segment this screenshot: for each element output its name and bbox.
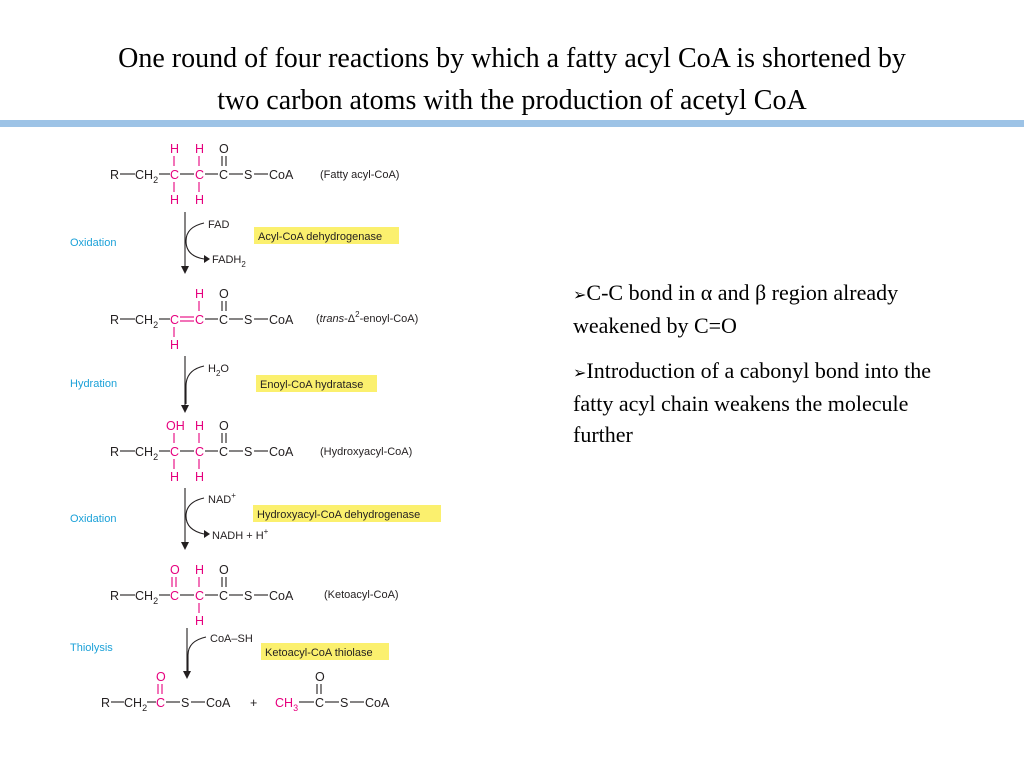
cofactor-out: FADH <box>212 254 242 266</box>
coa-label: CoA <box>269 589 294 603</box>
ch2-label: CH <box>135 313 154 327</box>
h-bottom-2: H <box>195 193 205 207</box>
note-item <box>573 355 973 450</box>
product1-c: C <box>156 696 166 710</box>
compound-name: (Hydroxyacyl-CoA) <box>320 446 413 458</box>
h-top-2: H <box>195 142 205 156</box>
h-top-2: H <box>195 287 205 301</box>
c-beta: C <box>195 313 205 327</box>
enzyme-name: Enoyl-CoA hydratase <box>260 379 364 391</box>
s-atom: S <box>244 589 253 603</box>
plus-sign: + <box>250 696 258 710</box>
c-carbonyl: C <box>219 313 229 327</box>
h-bottom-1: H <box>170 470 180 484</box>
svg-text:CH2 <box>135 313 158 330</box>
svg-text:FADH2 <box>212 254 246 269</box>
c-beta: C <box>195 445 205 459</box>
o-top-3: O <box>219 419 229 433</box>
product1-s: S <box>181 696 190 710</box>
svg-text:CH2 <box>135 168 158 185</box>
compound-ketoacyl-coa <box>110 563 399 628</box>
ch2-label: CH <box>135 445 154 459</box>
compound-name: (Ketoacyl-CoA) <box>324 589 399 601</box>
coa-label: CoA <box>269 313 294 327</box>
o-top-1: O <box>170 563 180 577</box>
svg-text:CH2 <box>135 589 158 606</box>
enzyme-name: Ketoacyl-CoA thiolase <box>265 647 373 659</box>
ch2-sub: 2 <box>153 175 159 185</box>
compound-enoyl-coa <box>110 287 418 352</box>
note-text: Introduction of a cabonyl bond into the fatty acyl chain weakens the molecule further <box>573 358 931 447</box>
o-top-3: O <box>219 142 229 156</box>
r-group: R <box>110 168 120 182</box>
arrowhead-bullet-icon: ➢ <box>573 285 587 304</box>
side-label: Hydration <box>70 378 118 390</box>
note-item <box>573 277 973 341</box>
product2-s: S <box>340 696 349 710</box>
c-alpha: C <box>170 313 180 327</box>
oh-top-1: OH <box>166 419 185 433</box>
h-top-2: H <box>195 419 205 433</box>
c-carbonyl: C <box>219 445 229 459</box>
r-group: R <box>110 445 120 459</box>
step-2-hydration <box>70 356 377 413</box>
c-beta: C <box>195 589 205 603</box>
compound-fatty-acyl-coa <box>110 142 399 207</box>
svg-text:NADH + H+: NADH + H+ <box>212 527 269 542</box>
h-top-1: H <box>170 142 180 156</box>
svg-text:CH2: $CH_2$ <box>124 696 148 713</box>
cofactor-out-sub: 2 <box>241 260 246 269</box>
product2-o: O <box>315 670 325 684</box>
svg-text:NAD+: NAD+ <box>208 491 236 506</box>
r-group: R <box>110 589 120 603</box>
product2-c: C <box>315 696 325 710</box>
product1-r: R <box>101 696 111 710</box>
svg-text:CH3: $CH_3$ <box>275 696 299 713</box>
products <box>101 670 390 713</box>
ch2-sub: 2 <box>153 320 159 330</box>
c-beta: C <box>195 168 205 182</box>
ch2-sub: 2 <box>153 452 159 462</box>
side-label: Thiolysis <box>70 642 113 654</box>
r-group: R <box>110 313 120 327</box>
step-3-oxidation <box>70 488 441 550</box>
title-line-1: One round of four reactions by which a fatty acyl CoA is shortened by <box>118 43 906 74</box>
side-label: Oxidation <box>70 237 117 249</box>
c-alpha: C <box>170 445 180 459</box>
ch2-sub: 2 <box>153 596 159 606</box>
h-bottom-2: H <box>195 614 205 628</box>
o-top-3: O <box>219 563 229 577</box>
h-bottom-1: H <box>170 338 180 352</box>
product2-coa: CoA <box>365 696 390 710</box>
cofactor-in: FAD <box>208 219 230 231</box>
arrowhead-bullet-icon: ➢ <box>573 363 587 382</box>
c-carbonyl: C <box>219 168 229 182</box>
coa-label: CoA <box>269 168 294 182</box>
s-atom: S <box>244 168 253 182</box>
compound-hydroxyacyl-coa <box>110 419 412 484</box>
o-top-3: O <box>219 287 229 301</box>
h-bottom-2: H <box>195 470 205 484</box>
note-text: C-C bond in α and β region already weakened by C=O <box>573 280 899 338</box>
cofactor-in: CoA–SH <box>210 633 253 645</box>
product1-o: O <box>156 670 166 684</box>
ch2-label: CH <box>135 589 154 603</box>
title-line-2: two carbon atoms with the production of acetyl CoA <box>217 85 807 116</box>
svg-text:CH2 <box>135 445 158 462</box>
c-alpha: C <box>170 589 180 603</box>
step-4-thiolysis <box>70 628 389 679</box>
s-atom: S <box>244 445 253 459</box>
product1-coa: CoA <box>206 696 231 710</box>
enzyme-name: Hydroxyacyl-CoA dehydrogenase <box>257 509 421 521</box>
enzyme-name: Acyl-CoA dehydrogenase <box>258 231 383 243</box>
h-bottom-1: H <box>170 193 180 207</box>
s-atom: S <box>244 313 253 327</box>
h-top-2: H <box>195 563 205 577</box>
svg-text:H2O: $H_2O$ <box>208 363 229 378</box>
product2-ch3: CH <box>275 696 294 710</box>
ch2-label: CH <box>135 168 154 182</box>
notes-list <box>573 277 973 464</box>
step-1-oxidation <box>70 212 399 274</box>
c-alpha: C <box>170 168 180 182</box>
side-label: Oxidation <box>70 513 117 525</box>
c-carbonyl: C <box>219 589 229 603</box>
svg-text:(trans-Δ2-enoyl-CoA): $(trans-\Delta^2-enoyl-CoA)$ <box>316 310 419 325</box>
coa-label: CoA <box>269 445 294 459</box>
compound-name: (Fatty acyl-CoA) <box>320 169 400 181</box>
